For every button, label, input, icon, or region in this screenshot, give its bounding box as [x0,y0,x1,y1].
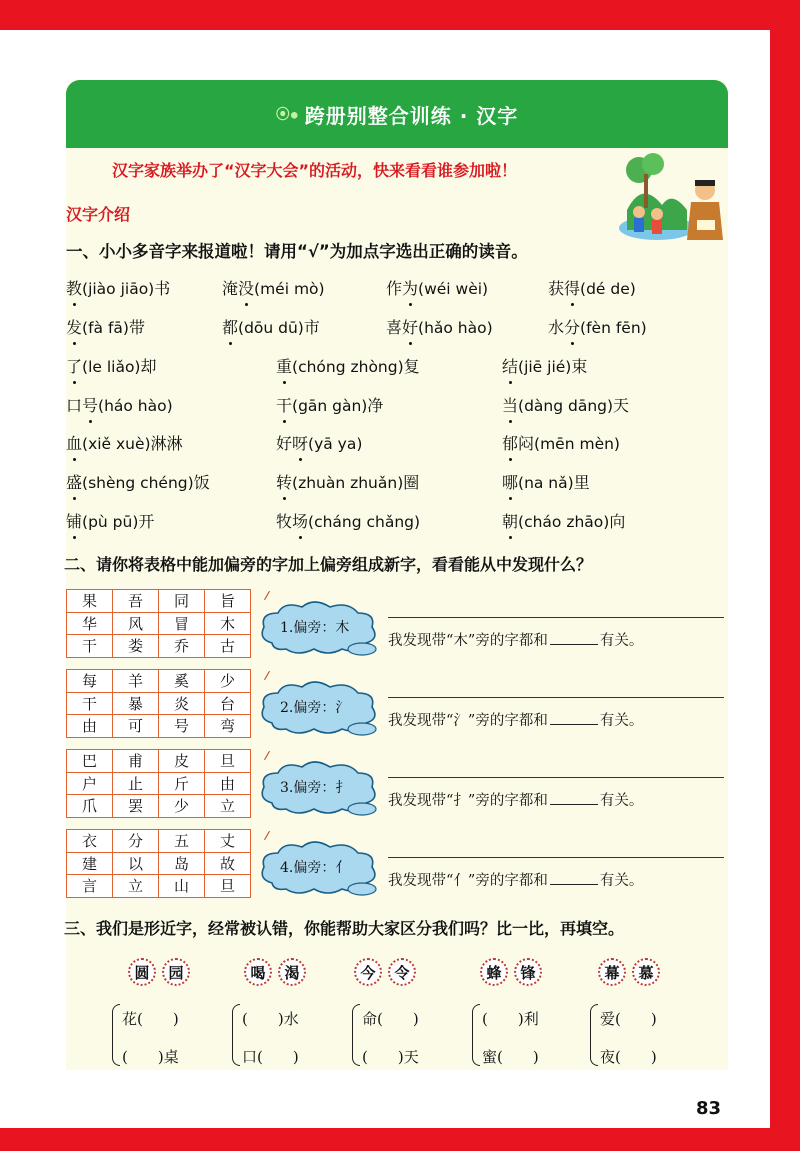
grid-cell[interactable]: 斤 [159,772,205,795]
grid-cell[interactable]: 甫 [113,750,159,773]
char-pair [354,958,416,986]
grid-cell[interactable]: 由 [67,715,113,738]
circled-char: 圆 [128,958,156,986]
grid-cell[interactable]: 古 [205,635,251,658]
word-char: 开 [138,512,155,531]
grid-cell[interactable]: 由 [205,772,251,795]
pinyin-options[interactable]: (gān gàn) [292,397,368,415]
word-char: 净 [367,396,384,415]
circled-char: 今 [354,958,382,986]
grid-cell[interactable]: 吾 [113,590,159,613]
grid-cell[interactable]: 户 [67,772,113,795]
polyphone-item [66,276,170,299]
radical-label: 4.偏旁：亻 [280,860,350,876]
char-grid [66,829,251,898]
fill-blank[interactable]: 蜜( ) [482,1048,539,1066]
fill-blank[interactable]: 花( ) [122,1010,179,1028]
pinyin-options[interactable]: (dōu dū) [238,319,304,337]
dotted-char: 当 [502,393,518,416]
pinyin-options[interactable]: (zhuàn zhuǎn) [292,474,404,492]
grid-cell[interactable]: 每 [67,670,113,693]
grid-cell[interactable]: 台 [205,692,251,715]
grid-cell[interactable]: 旨 [205,590,251,613]
grid-cell[interactable]: 华 [67,612,113,635]
grid-cell[interactable]: 分 [113,830,159,853]
polyphone-item [276,393,383,416]
grid-cell[interactable]: 奚 [159,670,205,693]
grid-cell[interactable]: 可 [113,715,159,738]
polyphone-item [386,276,488,299]
circled-char: 慕 [632,958,660,986]
grid-cell[interactable]: 罢 [113,795,159,818]
word-char: 淹 [222,279,239,298]
radical-cloud [258,839,382,897]
polyphone-item [66,354,157,377]
grid-cell[interactable]: 岛 [159,852,205,875]
finding-blank[interactable] [550,711,598,725]
polyphone-item [502,431,620,454]
grid-cell[interactable]: 暴 [113,692,159,715]
dotted-char: 没 [238,276,254,299]
pinyin-options[interactable]: (xiě xuè) [82,435,151,453]
brace-icon [590,1004,598,1066]
grid-cell[interactable]: 五 [159,830,205,853]
dotted-char: 结 [502,354,518,377]
grid-cell[interactable]: 干 [67,635,113,658]
finding-sentence [388,869,643,890]
grid-cell[interactable]: 以 [113,852,159,875]
dotted-char: 血 [66,431,82,454]
finding-sentence [388,789,643,810]
fill-blank[interactable]: 口( ) [242,1048,299,1066]
dotted-char: 得 [564,276,580,299]
polyphone-item [66,431,183,454]
polyphone-item [502,393,629,416]
grid-cell[interactable]: 同 [159,590,205,613]
dotted-char: 重 [276,354,292,377]
fill-blank[interactable]: 夜( ) [600,1048,657,1066]
dotted-char: 好 [402,315,418,338]
pinyin-options[interactable]: (hǎo hào) [418,319,493,337]
finding-pre: 我发现带“木”旁的字都和 [388,633,548,649]
grid-cell[interactable]: 弯 [205,715,251,738]
polyphone-item [276,470,419,493]
molecule-icon: ⦿⦁ [275,107,299,123]
polyphone-item [386,315,493,338]
word-char: 作 [386,279,403,298]
dotted-char: 了 [66,354,82,377]
fill-blank[interactable]: ( )桌 [122,1048,179,1066]
pinyin-options[interactable]: (wéi wèi) [418,280,489,298]
dotted-char: 发 [66,315,82,338]
pinyin-options[interactable]: (jiē jié) [518,358,572,376]
grid-cell[interactable]: 巴 [67,750,113,773]
dotted-char: 转 [276,470,292,493]
grid-cell[interactable]: 旦 [205,750,251,773]
subtitle: 汉字家族举办了“汉字大会”的活动，快来看看谁参加啦！ [112,161,518,180]
grid-cell[interactable]: 山 [159,875,205,898]
finding-sentence [388,629,643,650]
grid-cell[interactable]: 干 [67,692,113,715]
circled-char: 喝 [244,958,272,986]
pinyin-options[interactable]: (cháng chǎng) [308,513,421,531]
brace-icon [472,1004,480,1066]
grid-cell[interactable]: 立 [205,795,251,818]
dotted-char: 呀 [292,431,308,454]
pinyin-options[interactable]: (pù pū) [82,513,139,531]
pinyin-options[interactable]: (háo hào) [98,397,173,415]
dotted-char: 号 [82,393,98,416]
polyphone-item [66,509,154,532]
fill-blank[interactable]: 爱( ) [600,1010,657,1028]
dotted-char: 铺 [66,509,82,532]
char-pair [598,958,660,986]
word-char: 向 [609,512,626,531]
char-grid [66,589,251,658]
word-char: 好 [276,434,293,453]
polyphone-item [222,276,325,299]
polyphone-item [222,315,320,338]
word-char: 复 [403,357,420,376]
word-char: 却 [140,357,157,376]
section-banner [66,80,728,148]
q2-title: 二、请你将表格中能加偏旁的字加上偏旁组成新字，看看能从中发现什么？ [64,555,593,574]
word-char: 里 [573,473,590,492]
fill-blank[interactable]: ( )利 [482,1010,539,1028]
word-char: 闷 [518,434,535,453]
brace-icon [232,1004,240,1066]
page-number: 83 [696,1098,722,1119]
dotted-char: 教 [66,276,82,299]
grid-cell[interactable]: 旦 [205,875,251,898]
pinyin-options[interactable]: (fèn fēn) [580,319,647,337]
pinyin-options[interactable]: (chóng zhòng) [292,358,404,376]
word-char: 天 [613,396,630,415]
pinyin-options[interactable]: (dé de) [580,280,636,298]
finding-pre: 我发现带“扌”旁的字都和 [388,793,548,809]
pinyin-options[interactable]: (dàng dāng) [518,397,614,415]
radical-label: 3.偏旁：扌 [280,780,350,796]
radical-label: 2.偏旁：氵 [280,700,350,716]
pinyin-options[interactable]: (méi mò) [254,280,325,298]
polyphone-item [548,315,647,338]
answer-line [388,857,724,858]
finding-post: 有关。 [599,713,644,729]
word-char: 书 [154,279,171,298]
word-char: 水 [548,318,565,337]
grid-cell[interactable]: 止 [113,772,159,795]
fill-blank[interactable]: ( )天 [362,1048,419,1066]
char-pair [128,958,190,986]
grid-cell[interactable]: 爪 [67,795,113,818]
word-char: 圈 [403,473,420,492]
polyphone-item [276,509,420,532]
polyphone-item [276,354,420,377]
dotted-char: 盛 [66,470,82,493]
pinyin-options[interactable]: (le liǎo) [82,358,141,376]
finding-post: 有关。 [599,873,644,889]
grid-cell[interactable]: 故 [205,852,251,875]
grid-cell[interactable]: 号 [159,715,205,738]
dotted-char: 都 [222,315,238,338]
word-char: 饭 [193,473,210,492]
circled-char: 幕 [598,958,626,986]
dotted-char: 场 [292,509,308,532]
dotted-char: 郁 [502,431,518,454]
q1-title: 一、小小多音字来报道啦！请用“√”为加点字选出正确的读音。 [66,242,528,261]
dotted-char: 为 [402,276,418,299]
brace-icon [112,1004,120,1066]
grid-cell[interactable]: 言 [67,875,113,898]
pinyin-options[interactable]: (shèng chéng) [82,474,194,492]
finding-post: 有关。 [599,793,644,809]
circled-char: 渴 [278,958,306,986]
pinyin-options[interactable]: (jiào jiāo) [82,280,155,298]
word-char: 市 [303,318,320,337]
polyphone-item [276,431,362,454]
q3-title: 三、我们是形近字，经常被认错，你能帮助大家区分我们吗？比一比，再填空。 [64,919,625,938]
pinyin-options[interactable]: (fà fā) [82,319,129,337]
polyphone-item [66,470,210,493]
word-char: 获 [548,279,565,298]
grid-cell[interactable]: 少 [205,670,251,693]
dotted-char: 干 [276,393,292,416]
char-pair [480,958,542,986]
radical-cloud [258,679,382,737]
grid-cell[interactable]: 娄 [113,635,159,658]
brace-icon [352,1004,360,1066]
finding-blank[interactable] [550,871,598,885]
finding-post: 有关。 [599,633,644,649]
radical-label: 1.偏旁：木 [280,620,350,636]
word-char: 带 [128,318,145,337]
dotted-char: 哪 [502,470,518,493]
finding-blank[interactable] [550,791,598,805]
finding-pre: 我发现带“亻”旁的字都和 [388,873,548,889]
polyphone-item [548,276,636,299]
dotted-char: 分 [564,315,580,338]
char-pair [244,958,306,986]
char-grid [66,749,251,818]
polyphone-item [502,354,587,377]
polyphone-item [502,509,625,532]
circled-char: 锋 [514,958,542,986]
circled-char: 蜂 [480,958,508,986]
pinyin-options[interactable]: (cháo zhāo) [518,513,610,531]
pinyin-options[interactable]: (mēn mèn) [534,435,620,453]
grid-cell[interactable]: 羊 [113,670,159,693]
polyphone-item [66,315,145,338]
radical-cloud [258,759,382,817]
grid-cell[interactable]: 冒 [159,612,205,635]
grid-cell[interactable]: 炎 [159,692,205,715]
char-grid [66,669,251,738]
answer-line [388,617,724,618]
polyphone-item [502,470,590,493]
polyphone-item [66,393,173,416]
grid-cell[interactable]: 立 [113,875,159,898]
word-char: 喜 [386,318,403,337]
banner-title: 跨册别整合训练 · 汉字 [304,103,519,128]
teacher-kids-illustration [617,150,727,245]
finding-pre: 我发现带“氵”旁的字都和 [388,713,548,729]
word-char: 束 [571,357,588,376]
fill-blank[interactable]: 命( ) [362,1010,419,1028]
radical-cloud [258,599,382,657]
finding-blank[interactable] [550,631,598,645]
word-char: 淋淋 [150,434,183,453]
grid-cell[interactable]: 果 [67,590,113,613]
grid-cell[interactable]: 风 [113,612,159,635]
grid-cell[interactable]: 少 [159,795,205,818]
dotted-char: 朝 [502,509,518,532]
circled-char: 令 [388,958,416,986]
intro-label: 汉字介绍 [66,205,131,224]
grid-cell[interactable]: 丈 [205,830,251,853]
grid-cell[interactable]: 建 [67,852,113,875]
word-char: 口 [66,396,83,415]
pinyin-options[interactable]: (na nǎ) [518,474,574,492]
circled-char: 园 [162,958,190,986]
pinyin-options[interactable]: (yā ya) [308,435,363,453]
grid-cell[interactable]: 衣 [67,830,113,853]
answer-line [388,777,724,778]
fill-blank[interactable]: ( )水 [242,1010,299,1028]
answer-line [388,697,724,698]
grid-cell[interactable]: 木 [205,612,251,635]
word-char: 牧 [276,512,293,531]
grid-cell[interactable]: 皮 [159,750,205,773]
finding-sentence [388,709,643,730]
grid-cell[interactable]: 乔 [159,635,205,658]
